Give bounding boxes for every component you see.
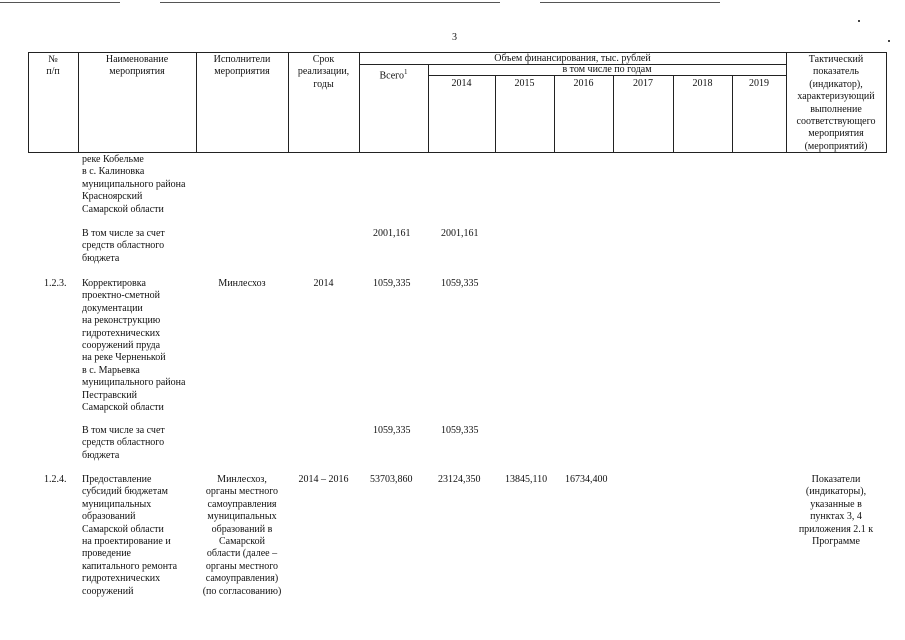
row-total: 1059,335 [373,425,411,436]
row-name-line: муниципального района [82,377,186,389]
header-total: Всего [379,70,405,82]
header-year: 2014 [451,78,472,89]
header-indicator-line: характеризующий [797,91,875,103]
row-name-line: муниципальных [82,498,152,510]
scan-dot [888,40,890,42]
row-indicator-line: (индикаторы), [805,486,867,498]
row-executor-line: Минлесхоз [218,278,266,289]
row-name-line: капитального ремонта [82,560,178,572]
header-name-line: Наименование [105,54,169,65]
row-name-line: Самарской области [82,402,164,414]
row-total: 1059,335 [373,278,411,289]
row-name-line: на проектирование и [82,536,171,548]
header-indicator-line: (индикатор), [809,78,863,90]
row-executor-line: образований в [211,523,273,535]
header-year: 2017 [633,78,653,89]
row-name-line: реке Кобельме [82,154,144,165]
scan-line [160,2,500,3]
row-name-line: документации [82,302,143,314]
header-name-line: мероприятия [109,66,165,78]
row-indicator-line: пунктах 3, 4 [810,511,862,523]
header-indicator-line: показатель [813,66,859,78]
row-executor-line: Самарской [219,536,265,548]
row-2014: 1059,335 [441,425,479,436]
header-num-line: № [48,54,58,65]
row-executor-line: Минлесхоз, [217,474,267,485]
row-name-line: бюджета [82,252,120,264]
row-indicator-line: Программе [812,536,860,548]
row-name-line: Корректировка [82,278,146,289]
header-period-line: Срок [312,54,335,65]
row-name-line: Самарской области [82,203,164,215]
row-name-line: бюджета [82,449,120,461]
row-name-line: В том числе за счет [82,425,165,436]
row-executor-line: самоуправления) [205,573,279,585]
header-year: 2018 [692,78,713,89]
row-name-line: Красноярский [82,191,143,203]
row-2016: 16734,400 [565,474,608,485]
row-executor-line: самоуправления [207,498,277,510]
row-name-line: образований [82,511,136,523]
row-executor-line: области (далее – [206,548,278,560]
row-name-line: проектно-сметной [82,290,160,302]
row-executor-line: органы местного [205,560,279,572]
header-executors-line: Исполнители [213,54,271,65]
row-indicator-line: указанные в [810,498,862,510]
row-period: 2014 [313,278,334,289]
row-period: 2014 – 2016 [298,474,349,485]
row-name-line: проведение [82,548,131,560]
header-indicator-line: выполнение [810,103,862,115]
header-total-footnote: 1 [404,68,408,76]
row-total: 2001,161 [373,228,411,239]
row-executor-line: (по согласованию) [202,585,282,597]
scan-dot [858,20,860,22]
header-period-line: годы [313,78,334,90]
header-year: 2016 [573,78,594,89]
row-2015: 13845,110 [505,474,548,485]
header-indicator-line: соответствующего [796,116,876,128]
row-name-line: средств областного [82,240,165,252]
row-name-line: в с. Марьевка [82,364,140,376]
row-name-line: гидротехнических [82,573,161,585]
row-indicator-line: приложения 2.1 к [798,523,874,535]
scan-line [540,2,720,3]
page-number: 3 [452,32,457,43]
row-num: 1.2.4. [44,474,67,485]
row-name-line: В том числе за счет [82,228,165,239]
row-name-line: на реке Черненькой [82,352,166,364]
row-executor-line: органы местного [205,486,279,498]
header-indicator-line: Тактический [808,54,864,65]
row-name-line: сооружений [82,585,134,597]
header-year: 2019 [749,78,769,89]
scan-line [0,2,120,3]
row-name-line: в с. Калиновка [82,166,145,178]
row-2014: 23124,350 [438,474,481,485]
header-year: 2015 [514,78,535,89]
row-name-line: сооружений пруда [82,340,161,352]
row-name-line: муниципального района [82,178,186,190]
row-total: 53703,860 [370,474,413,485]
row-name-line: Пестравский [82,389,137,401]
row-indicator-line: Показатели [811,474,861,485]
header-executors-line: мероприятия [214,66,270,78]
row-name-line: Самарской области [82,523,164,535]
header-indicator-line: (мероприятий) [804,140,868,152]
row-name-line: средств областного [82,437,165,449]
header-funding: Объем финансирования, тыс. рублей [494,53,651,64]
row-name-line: субсидий бюджетам [82,486,168,498]
header-by-years: в том числе по годам [562,64,652,75]
header-indicator-line: мероприятия [808,128,864,140]
header-num-line: п/п [46,66,60,78]
row-name-line: Предоставление [82,474,152,485]
row-executor-line: муниципальных [207,511,277,523]
row-name-line: гидротехнических [82,327,161,339]
row-2014: 2001,161 [441,228,479,239]
row-name-line: на реконструкцию [82,315,161,327]
header-period-line: реализации, [297,66,350,78]
row-num: 1.2.3. [44,278,67,289]
row-2014: 1059,335 [441,278,479,289]
